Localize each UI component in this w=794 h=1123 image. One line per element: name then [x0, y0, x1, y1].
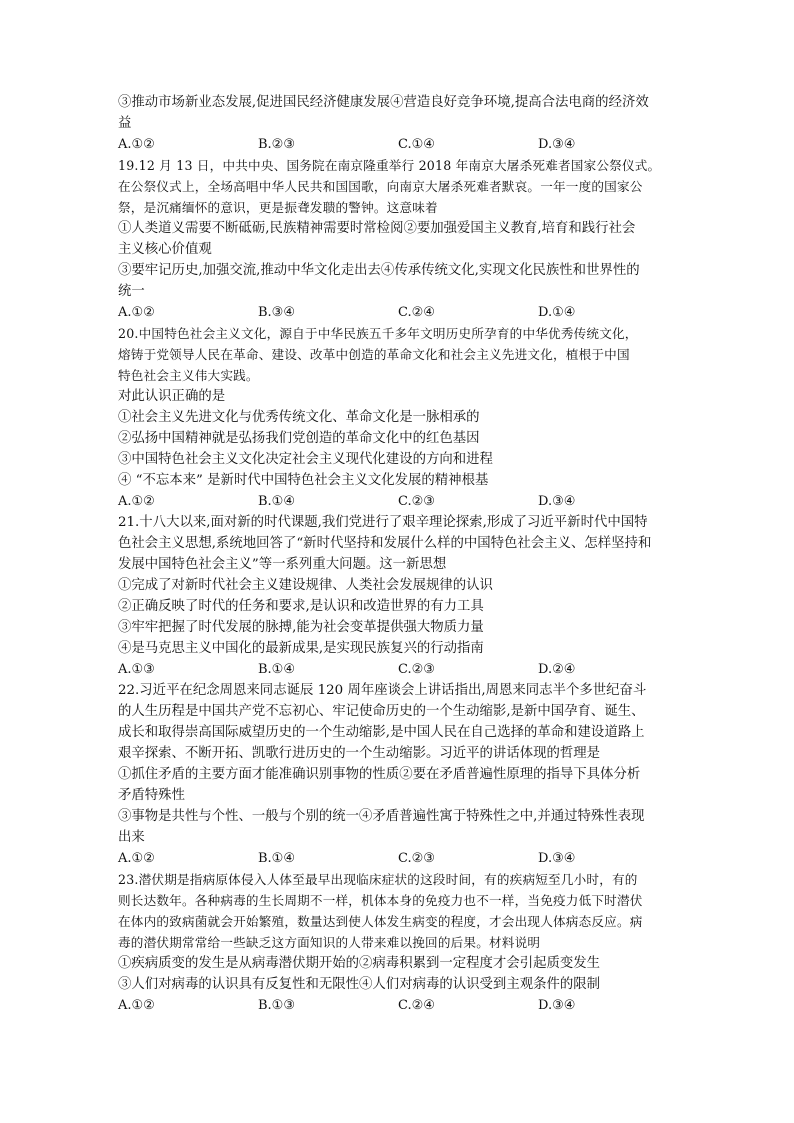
q19-options [118, 302, 678, 323]
q21-options [118, 659, 678, 680]
q22-line: 艰辛探索、不断开拓、凯歌行进历史的一个生动缩影。习近平的讲话体现的哲理是 [118, 746, 601, 761]
q19-item-line: 统一 [118, 284, 145, 299]
q19-option-b: B.③④ [258, 305, 295, 320]
q19-stem-line: 在公祭仪式上，全场高唱中华人民共和国国歌，向南京大屠杀死难者默哀。一年一度的国家公 [118, 179, 643, 194]
q20-option-d: D.③④ [538, 494, 576, 509]
q22-line: 出来 [118, 830, 145, 845]
q22-line: 成长和取得崇高国际威望历史的一个生动缩影,是中国人民在自己选择的革命和建设道路上 [118, 725, 645, 740]
q21-line: 色社会主义思想,系统地回答了“新时代坚持和发展什么样的中国特色社会主义、怎样坚持和 [118, 536, 652, 551]
q20-options [118, 491, 678, 512]
question-21 [118, 512, 678, 680]
question-23 [118, 869, 678, 1016]
q18-option-c: C.①④ [398, 137, 435, 152]
q22-option-c: C.②③ [398, 851, 435, 866]
q19-item-line: ③要牢记历史,加强交流,推动中华文化走出去④传承传统文化,实现文化民族性和世界性的 [118, 263, 640, 278]
q21-line: ①完成了对新时代社会主义建设规律、人类社会发展规律的认识 [118, 578, 493, 593]
q21-line: ②正确反映了时代的任务和要求,是认识和改造世界的有力工具 [118, 599, 484, 614]
q23-item-line: ③人们对病毒的认识具有反复性和无限性④人们对病毒的认识受到主观条件的限制 [118, 977, 601, 992]
q22-options [118, 848, 678, 869]
q19-stem-line: 19.12 月 13 日，中共中央、国务院在南京隆重举行 2018 年南京大屠杀死难者国家公祭仪式。 [118, 158, 661, 173]
q22-line: 22.习近平在纪念周恩来同志诞辰 120 周年座谈会上讲话指出,周恩来同志半个多世纪奋斗 [118, 683, 647, 698]
q19-item-line: 主义核心价值观 [118, 242, 212, 257]
q22-line: ①抓住矛盾的主要方面才能准确识别事物的性质②要在矛盾普遍性原理的指导下具体分析 [118, 767, 641, 782]
q18-option-b: B.②③ [258, 137, 295, 152]
question-22 [118, 680, 678, 869]
q22-line: 的人生历程是中国共产党不忘初心、牢记使命历史的一个生动缩影,是新中国孕育、诞生、 [118, 704, 645, 719]
q23-options [118, 995, 678, 1016]
q21-option-b: B.①④ [258, 662, 295, 677]
q19-option-c: C.②④ [398, 305, 435, 320]
q19-option-d: D.①④ [538, 305, 576, 320]
q21-option-a: A.①③ [118, 662, 155, 677]
q23-option-c: C.②④ [398, 998, 435, 1013]
question-19 [118, 155, 678, 323]
q22-option-b: B.①④ [258, 851, 295, 866]
q22-line: 矛盾特殊性 [118, 788, 185, 803]
q23-option-d: D.③④ [538, 998, 576, 1013]
q23-stem-line: 毒的潜伏期常常给一些缺乏这方面知识的人带来难以挽回的后果。材料说明 [118, 935, 541, 950]
q21-option-d: D.②④ [538, 662, 576, 677]
q19-item-line: ①人类道义需要不断砥砺,民族精神需要时常检阅②要加强爱国主义教育,培育和践行社会 [118, 221, 636, 236]
question-18-tail [118, 92, 678, 155]
q20-item-line: ③中国特色社会主义文化决定社会主义现代化建设的方向和进程 [118, 452, 493, 467]
q23-option-b: B.①③ [258, 998, 295, 1013]
q21-line: 21.十八大以来,面对新的时代课题,我们党进行了艰辛理论探索,形成了习近平新时代中国特 [118, 515, 648, 530]
q20-item-line: 对此认识正确的是 [118, 389, 226, 404]
q21-line: ③牢牢把握了时代发展的脉搏,能为社会变革提供强大物质力量 [118, 620, 484, 635]
q20-stem-line: 特色社会主义伟大实践。 [118, 368, 259, 383]
q20-option-c: C.②③ [398, 494, 435, 509]
question-20 [118, 323, 678, 512]
q19-stem-line: 祭，是沉痛缅怀的意识，更是振聋发聩的警钟。这意味着 [118, 200, 438, 215]
q20-stem-line: 熔铸于党领导人民在革命、建设、改革中创造的革命文化和社会主义先进文化，植根于中国 [118, 347, 630, 362]
q20-item-line: ②弘扬中国精神就是弘扬我们党创造的革命文化中的红色基因 [118, 431, 480, 446]
q23-option-a: A.①② [118, 998, 155, 1013]
q23-stem-line: 则长达数年。各种病毒的生长周期不一样，机体本身的免疫力也不一样，当免疫力低下时潜伏 [118, 893, 643, 908]
q18-line: 益 [118, 116, 132, 131]
q22-line: ③事物是共性与个性、一般与个别的统一④矛盾普遍性寓于特殊性之中,并通过特殊性表现 [118, 809, 645, 824]
q20-option-b: B.①④ [258, 494, 295, 509]
q20-item-line: ①社会主义先进文化与优秀传统文化、革命文化是一脉相承的 [118, 410, 480, 425]
q22-option-a: A.①② [118, 851, 155, 866]
exam-page [118, 92, 678, 1016]
q22-option-d: D.③④ [538, 851, 576, 866]
q23-stem-line: 23.潜伏期是指病原体侵入人体至最早出现临床症状的这段时间，有的疾病短至几小时，有的 [118, 872, 638, 887]
q21-option-c: C.②③ [398, 662, 435, 677]
q18-option-a: A.①② [118, 137, 155, 152]
q18-options [118, 134, 678, 155]
q20-stem-line: 20.中国特色社会主义文化，源自于中华民族五千多年文明历史所孕育的中华优秀传统文化， [118, 326, 638, 341]
q21-line: ④是马克思主义中国化的最新成果,是实现民族复兴的行动指南 [118, 641, 484, 656]
q23-stem-line: 在体内的致病菌就会开始繁殖，数量达到使人体发生病变的程度，才会出现人体病态反应。病 [118, 914, 643, 929]
q20-option-a: A.①② [118, 494, 155, 509]
q23-item-line: ①疾病质变的发生是从病毒潜伏期开始的②病毒积累到一定程度才会引起质变发生 [118, 956, 601, 971]
q21-line: 发展中国特色社会主义”等一系列重大问题。这一新思想 [118, 557, 447, 572]
q18-line: ③推动市场新业态发展,促进国民经济健康发展④营造良好竞争环境,提高合法电商的经济效 [118, 95, 649, 110]
q19-option-a: A.①② [118, 305, 155, 320]
q18-option-d: D.③④ [538, 137, 576, 152]
q20-item-line: ④ “不忘本来” 是新时代中国特色社会主义文化发展的精神根基 [118, 473, 489, 488]
